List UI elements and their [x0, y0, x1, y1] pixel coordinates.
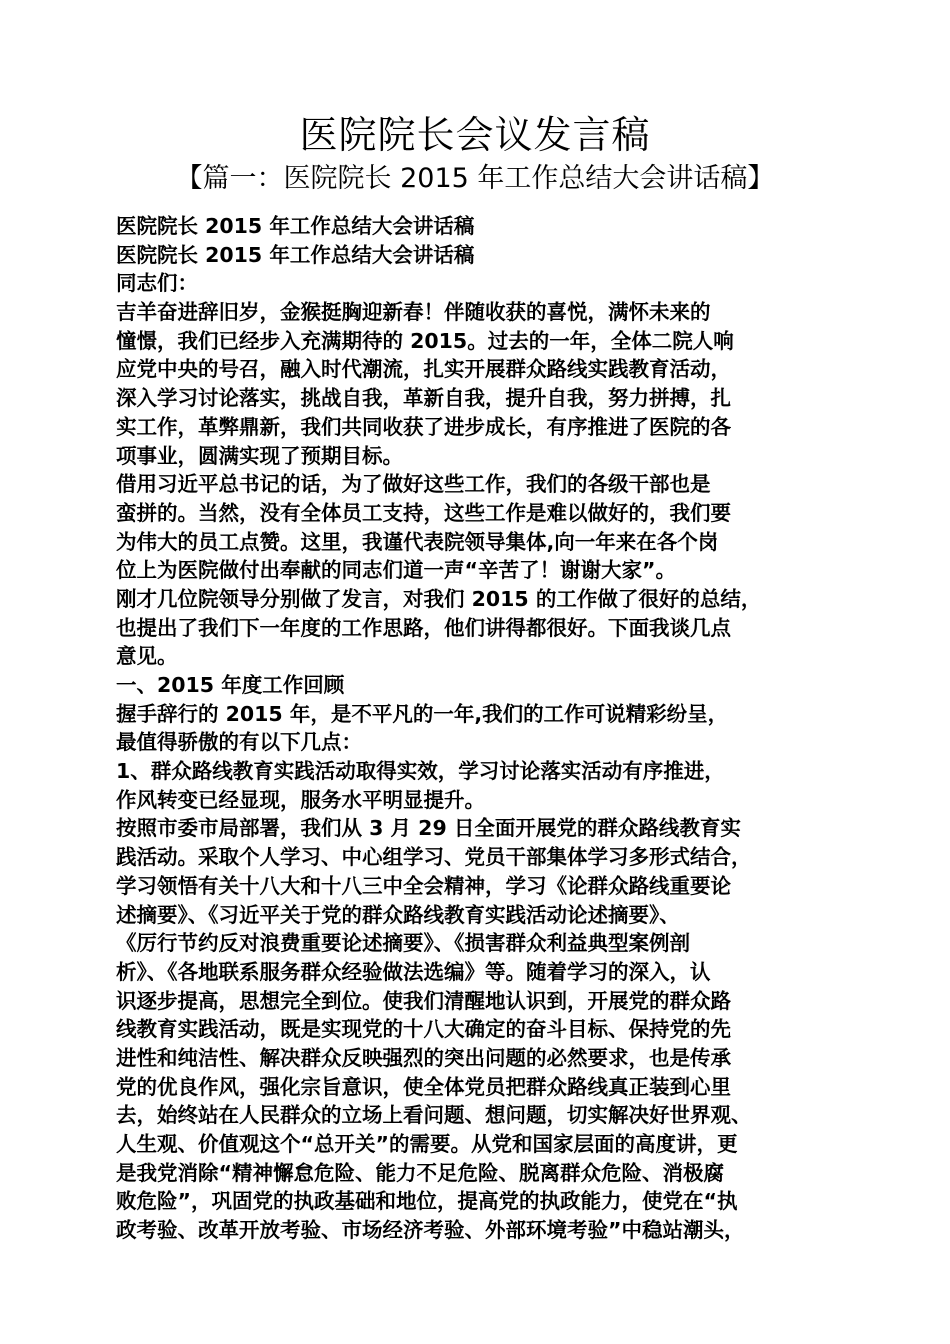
body-text-line: 进性和纯洁性、解决群众反映强烈的突出问题的必然要求，也是传承 — [116, 1045, 731, 1070]
body-text-line: 同志们： — [116, 271, 198, 296]
body-text-line: 意见。 — [116, 644, 178, 669]
body-text-line: 线教育实践活动，既是实现党的十八大确定的奋斗目标、保持党的先 — [116, 1017, 731, 1042]
body-text-line: 识逐步提高，思想完全到位。使我们清醒地认识到，开展党的群众路 — [116, 988, 731, 1013]
document-subtitle: 【篇一：医院院长 2015 年工作总结大会讲话稿】 — [175, 163, 775, 194]
body-text-line: 实工作，革弊鼎新，我们共同收获了进步成长，有序推进了医院的各 — [116, 414, 731, 439]
body-text-line: 应党中央的号召，融入时代潮流，扎实开展群众路线实践教育活动， — [116, 357, 731, 382]
body-text-line: 按照市委市局部署，我们从 3 月 29 日全面开展党的群众路线教育实 — [116, 816, 741, 841]
body-text-line: 最值得骄傲的有以下几点： — [116, 730, 362, 755]
body-text-line: 憧憬，我们已经步入充满期待的 2015。过去的一年，全体二院人响 — [116, 328, 734, 353]
body-text-line: 党的优良作风，强化宗旨意识，使全体党员把群众路线真正装到心里 — [116, 1074, 731, 1099]
body-text-line: 蛮拼的。当然，没有全体员工支持，这些工作是难以做好的，我们要 — [116, 500, 731, 525]
body-text-line: 深入学习讨论落实，挑战自我，革新自我，提升自我，努力拼搏，扎 — [116, 386, 731, 411]
body-text-line: 吉羊奋进辞旧岁，金猴挺胸迎新春！伴随收获的喜悦，满怀未来的 — [116, 300, 711, 325]
body-text-line: 践活动。采取个人学习、中心组学习、党员干部集体学习多形式结合， — [116, 845, 752, 870]
body-text-line: 项事业，圆满实现了预期目标。 — [116, 443, 403, 468]
body-text-line: 去，始终站在人民群众的立场上看问题、想问题，切实解决好世界观、 — [116, 1103, 752, 1128]
body-text-line: 析》、《各地联系服务群众经验做法选编》等。随着学习的深入，认 — [116, 959, 711, 984]
body-text-line: 一、2015 年度工作回顾 — [116, 673, 345, 697]
body-text-line: 人生观、价值观这个“总开关”的需要。从党和国家层面的高度讲，更 — [116, 1132, 738, 1156]
document-title: 医院院长会议发言稿 — [299, 113, 651, 157]
body-text-line: 借用习近平总书记的话，为了做好这些工作，我们的各级干部也是 — [116, 472, 711, 497]
body-text-line: 学习领悟有关十八大和十八三中全会精神，学习《论群众路线重要论 — [116, 873, 731, 898]
body-text-line: 为伟大的员工点赞。这里，我谨代表院领导集体,向一年来在各个岗 — [116, 529, 719, 554]
body-text-line: 《厉行节约反对浪费重要论述摘要》、《损害群众利益典型案例剖 — [116, 931, 690, 956]
body-text-line: 败危险”，巩固党的执政基础和地位，提高党的执政能力，使党在“执 — [116, 1189, 738, 1214]
body-text-line: 医院院长 2015 年工作总结大会讲话稿 — [116, 242, 475, 267]
body-text-line: 医院院长 2015 年工作总结大会讲话稿 — [116, 214, 475, 238]
body-text-line: 位上为医院做付出奉献的同志们道一声“辛苦了！谢谢大家”。 — [116, 558, 676, 583]
body-text-line: 1、群众路线教育实践活动取得实效，学习讨论落实活动有序推进， — [116, 759, 725, 784]
body-text-line: 政考验、改革开放考验、市场经济考验、外部环境考验”中稳站潮头， — [116, 1218, 745, 1243]
body-text-line: 握手辞行的 2015 年，是不平凡的一年,我们的工作可说精彩纷呈， — [116, 701, 729, 726]
document-body — [116, 212, 840, 1245]
body-text-line: 也提出了我们下一年度的工作思路，他们讲得都很好。下面我谈几点 — [116, 615, 731, 640]
body-text-line: 是我党消除“精神懈怠危险、能力不足危险、脱离群众危险、消极腐 — [116, 1160, 724, 1185]
body-text-line: 述摘要》、《习近平关于党的群众路线教育实践活动论述摘要》、 — [116, 902, 680, 927]
body-text-line: 作风转变已经显现，服务水平明显提升。 — [116, 787, 485, 812]
body-text-line: 刚才几位院领导分别做了发言，对我们 2015 的工作做了很好的总结， — [116, 586, 762, 611]
